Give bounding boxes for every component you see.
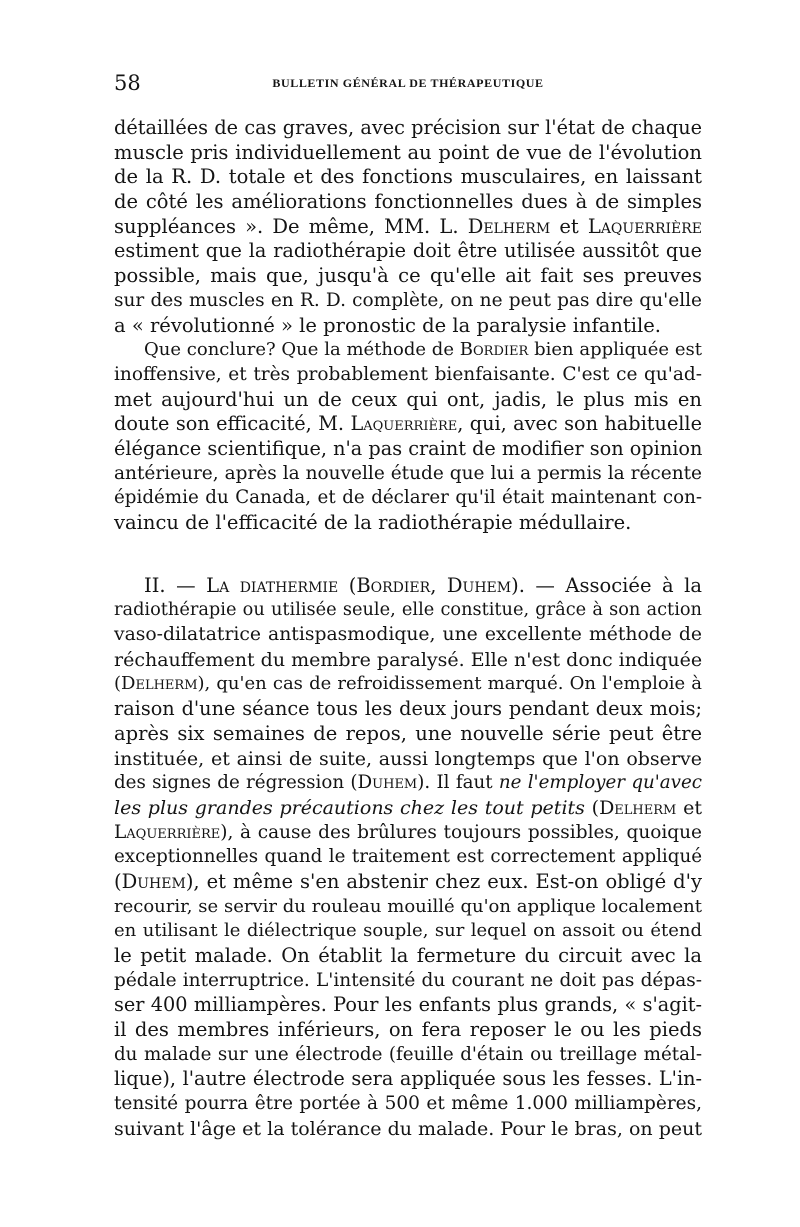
text-line: antérieure, après la nouvelle étude que lui a permis la récente	[114, 462, 702, 484]
author-name: Delherm	[121, 673, 198, 695]
text-line: tensité pourra être portée à 500 et même 1.000 milliampères,	[114, 1093, 702, 1115]
text-line: détaillées de cas graves, avec précision sur l'état de chaque	[114, 116, 702, 139]
text-segment: ). — Associée à la	[511, 573, 702, 597]
text-line	[114, 796, 702, 821]
text-line	[114, 412, 702, 437]
text-segment: (	[114, 869, 122, 893]
author-name: Bordier	[459, 339, 529, 361]
page-header	[114, 70, 702, 96]
text-segment: des signes de régression (	[114, 772, 358, 794]
text-line: le petit malade. On établit la fermeture du circuit avec la	[114, 944, 702, 967]
text-line: lique), l'autre électrode sera appliquée sous les fesses. L'in-	[114, 1067, 702, 1091]
author-name: Laquerrière	[114, 821, 221, 843]
text-segment: ), qu'en cas de refroidissement marqué. On l'emploie à	[197, 673, 702, 695]
text-line: inoffensive, et très probablement bienfaisante. C'est ce qu'ad-	[114, 363, 702, 385]
text-line: estiment que la radiothérapie doit être utilisée aussitôt que	[114, 239, 702, 263]
text-line: suivant l'âge et la tolérance du malade. Pour le bras, on peut	[114, 1117, 702, 1140]
text-segment: ,	[430, 573, 437, 597]
text-segment: ), à cause des brûlures toujours possibles, quoique	[220, 821, 702, 843]
text-line: il des membres inférieurs, on fera reposer le ou les pieds	[114, 1018, 702, 1042]
text-line: a « révolutionné » le pronostic de la paralysie infantile.	[114, 313, 661, 337]
text-line	[114, 771, 702, 796]
text-line: sur des muscles en R. D. complète, on ne peut pas dire qu'elle	[114, 289, 702, 311]
text-line: épidémie du Canada, et de déclarer qu'il était maintenant con-	[114, 487, 702, 509]
running-title: BULLETIN GÉNÉRAL DE THÉRAPEUTIQUE	[272, 76, 544, 90]
text-line	[114, 821, 702, 846]
text-line: raison d'une séance tous les deux jours pendant deux mois;	[114, 697, 702, 721]
text-line	[114, 672, 702, 697]
author-name: Duhem	[446, 573, 512, 597]
text-line: recourir, se servir du rouleau mouillé qu'on applique localement	[114, 895, 702, 917]
author-name: Duhem	[357, 772, 418, 794]
text-line: réchauffement du membre paralysé. Elle n'est donc indiquée	[114, 648, 703, 671]
text-segment: , qui, avec son habituelle	[457, 412, 702, 436]
text-segment: ), et même s'en abstenir chez eux. Est-on obligé d'y	[185, 869, 702, 893]
text-line	[114, 338, 702, 363]
author-name: Bordier	[356, 573, 431, 597]
text-segment: ). Il faut	[417, 772, 493, 794]
page-number: 58	[114, 71, 141, 95]
text-line: vaincu de l'efficacité de la radiothérapie médullaire.	[114, 511, 632, 534]
text-line	[114, 215, 702, 240]
text-line: élégance scientifique, n'a pas craint de modifier son opinion	[114, 436, 703, 460]
section-diathermie	[114, 574, 702, 1142]
italic-text: ne l'employer qu'avec	[498, 772, 702, 794]
text-line: ser 400 milliampères. Pour les enfants plus grands, « s'agit-	[114, 993, 702, 1017]
text-segment: II. —	[144, 573, 196, 597]
text-segment: (	[591, 796, 600, 819]
author-name: Delherm	[467, 214, 551, 238]
text-line: après six semaines de repos, une nouvelle série peut être	[114, 721, 702, 745]
paragraph-2	[114, 338, 702, 536]
body-text	[114, 116, 702, 1142]
paragraph-1	[114, 116, 702, 338]
text-segment: (	[348, 573, 357, 597]
text-line: pédale interruptrice. L'intensité du courant ne doit pas dépas-	[114, 969, 702, 991]
section-gap	[114, 536, 702, 574]
text-line: en utilisant le diélectrique souple, sur lequel on assoit ou étend	[114, 920, 702, 942]
text-line: possible, mais que, jusqu'à ce qu'elle ait fait ses preuves	[114, 264, 702, 288]
text-segment: bien appliquée est	[534, 339, 702, 361]
text-line: exceptionnelles quand le traitement est correctement appliqué	[114, 846, 702, 868]
text-line: de la R. D. totale et des fonctions musculaires, en laissant	[114, 165, 702, 189]
text-segment: doute son efficacité, M.	[114, 412, 345, 436]
italic-text: les plus grandes précautions chez les tout petits	[114, 796, 585, 819]
author-name: Duhem	[121, 869, 186, 893]
text-segment: Que conclure? Que la méthode de	[144, 339, 454, 361]
text-line: vaso-dilatatrice antispasmodique, une excellente méthode de	[114, 624, 702, 646]
text-line: muscle pris individuellement au point de vue de l'évolution	[114, 140, 702, 164]
text-segment: et	[559, 214, 579, 238]
text-line: de côté les améliorations fonctionnelles dues à de simples	[114, 190, 702, 214]
text-line: met aujourd'hui un de ceux qui ont, jadis, le plus mis en	[114, 387, 702, 411]
text-line	[114, 870, 702, 895]
section-heading-line	[114, 574, 702, 599]
section-title: La diathermie	[206, 573, 339, 597]
author-name: Laquerrière	[587, 214, 703, 238]
text-segment: suppléances ». De même, MM. L.	[114, 214, 459, 238]
author-name: Laquerrière	[350, 412, 458, 436]
author-name: Delherm	[599, 796, 677, 819]
text-segment: et	[683, 796, 703, 819]
text-line: instituée, et ainsi de suite, aussi longtemps que l'on observe	[114, 747, 702, 770]
text-line: du malade sur une électrode (feuille d'étain ou treillage métal-	[114, 1043, 702, 1065]
text-segment: (	[114, 673, 122, 695]
text-line: radiothérapie ou utilisée seule, elle constitue, grâce à son action	[114, 600, 702, 621]
